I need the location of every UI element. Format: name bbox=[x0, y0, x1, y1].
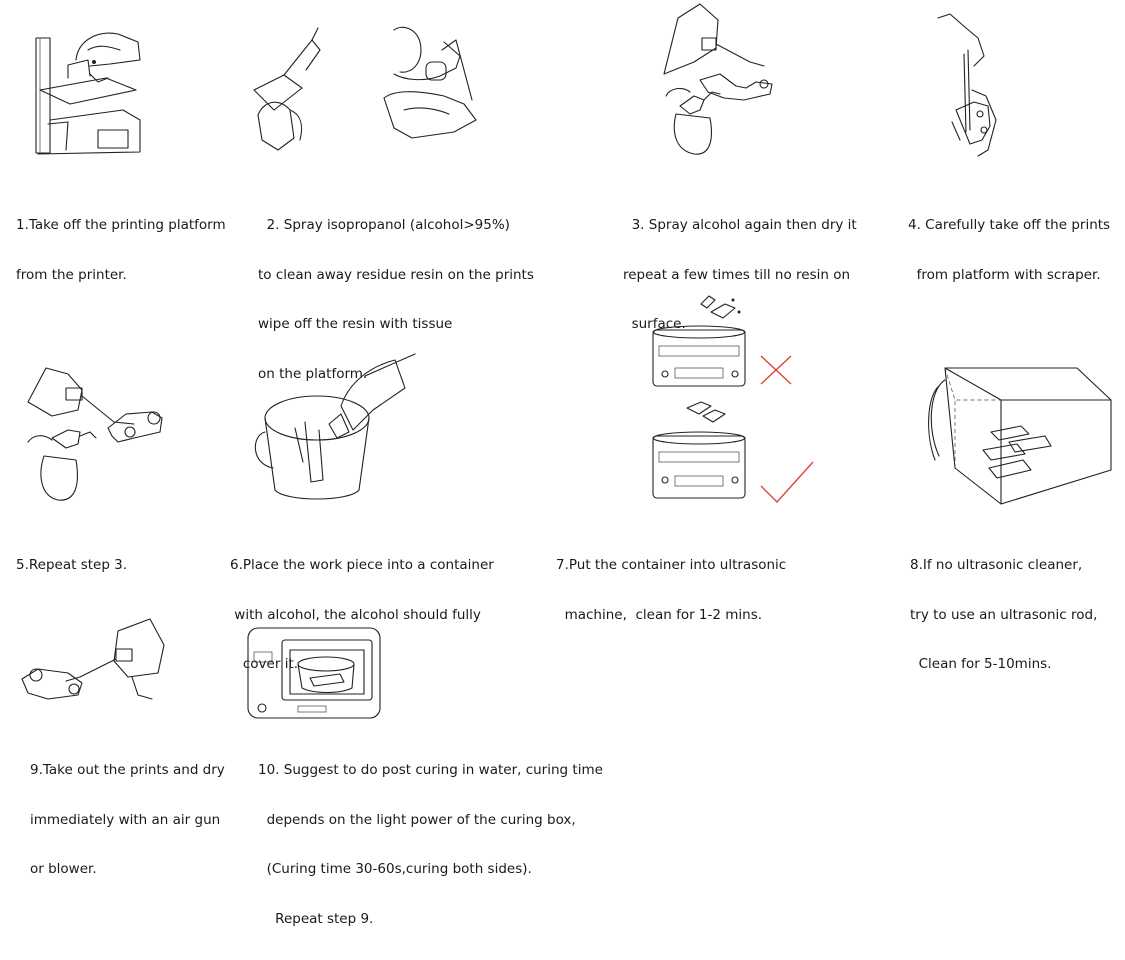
caption-line: 10. Suggest to do post curing in water, curing time bbox=[258, 762, 603, 778]
step-7-caption bbox=[556, 524, 786, 656]
caption-line: 9.Take out the prints and dry bbox=[30, 762, 225, 778]
caption-line: 2. Spray isopropanol (alcohol>95%) bbox=[258, 217, 510, 233]
spray-and-airgun-icon bbox=[22, 352, 172, 512]
caption-line: with alcohol, the alcohol should fully bbox=[230, 606, 481, 623]
curing-box-icon bbox=[244, 622, 384, 722]
caption-line: 3. Spray alcohol again then dry it bbox=[623, 217, 857, 233]
step-1-caption bbox=[16, 184, 226, 316]
step-9-caption bbox=[30, 729, 225, 911]
caption-line: Repeat step 9. bbox=[258, 910, 374, 927]
caption-line: surface. bbox=[623, 316, 686, 332]
caption-line: repeat a few times till no resin on bbox=[623, 266, 851, 283]
spray-and-airgun-icon bbox=[660, 0, 790, 160]
caption-line: 8.If no ultrasonic cleaner, bbox=[910, 557, 1083, 573]
caption-line: try to use an ultrasonic rod, bbox=[910, 606, 1098, 623]
caption-line: on the platform. bbox=[258, 365, 368, 382]
caption-line: from platform with scraper. bbox=[908, 266, 1101, 283]
step-4-caption bbox=[908, 184, 1110, 316]
wrong-mark-icon bbox=[757, 350, 797, 390]
caption-line: (Curing time 30-60s,curing both sides). bbox=[258, 861, 532, 877]
caption-line: Clean for 5-10mins. bbox=[910, 656, 1052, 672]
caption-line: to clean away residue resin on the prints bbox=[258, 266, 534, 283]
caption-line: 7.Put the container into ultrasonic bbox=[556, 557, 787, 573]
caption-line: machine, clean for 1-2 mins. bbox=[556, 606, 763, 623]
air-gun-icon bbox=[18, 615, 168, 715]
caption-line: or blower. bbox=[30, 861, 97, 877]
step-8-caption bbox=[910, 524, 1097, 706]
step-10-caption bbox=[258, 729, 603, 960]
alcohol-container-icon bbox=[245, 352, 425, 504]
caption-line: 4. Carefully take off the prints bbox=[908, 217, 1111, 233]
caption-line: 5.Repeat step 3. bbox=[16, 557, 128, 573]
ultrasonic-machine-icon bbox=[645, 290, 825, 506]
step-5-caption bbox=[16, 524, 127, 607]
caption-line: 1.Take off the printing platform bbox=[16, 217, 226, 233]
caption-line: wipe off the resin with tissue bbox=[258, 316, 453, 332]
check-mark-icon bbox=[757, 458, 817, 506]
printer-platform-removal-icon bbox=[28, 20, 148, 160]
scraper-removal-icon bbox=[930, 10, 1010, 160]
caption-line: cover it. bbox=[230, 656, 299, 672]
caption-line: immediately with an air gun bbox=[30, 811, 221, 828]
spray-and-wipe-icon bbox=[244, 20, 494, 160]
caption-line: depends on the light power of the curing box, bbox=[258, 811, 576, 828]
caption-line: from the printer. bbox=[16, 266, 127, 283]
ultrasonic-rod-box-icon bbox=[925, 360, 1115, 510]
caption-line: 6.Place the work piece into a container bbox=[230, 557, 494, 573]
